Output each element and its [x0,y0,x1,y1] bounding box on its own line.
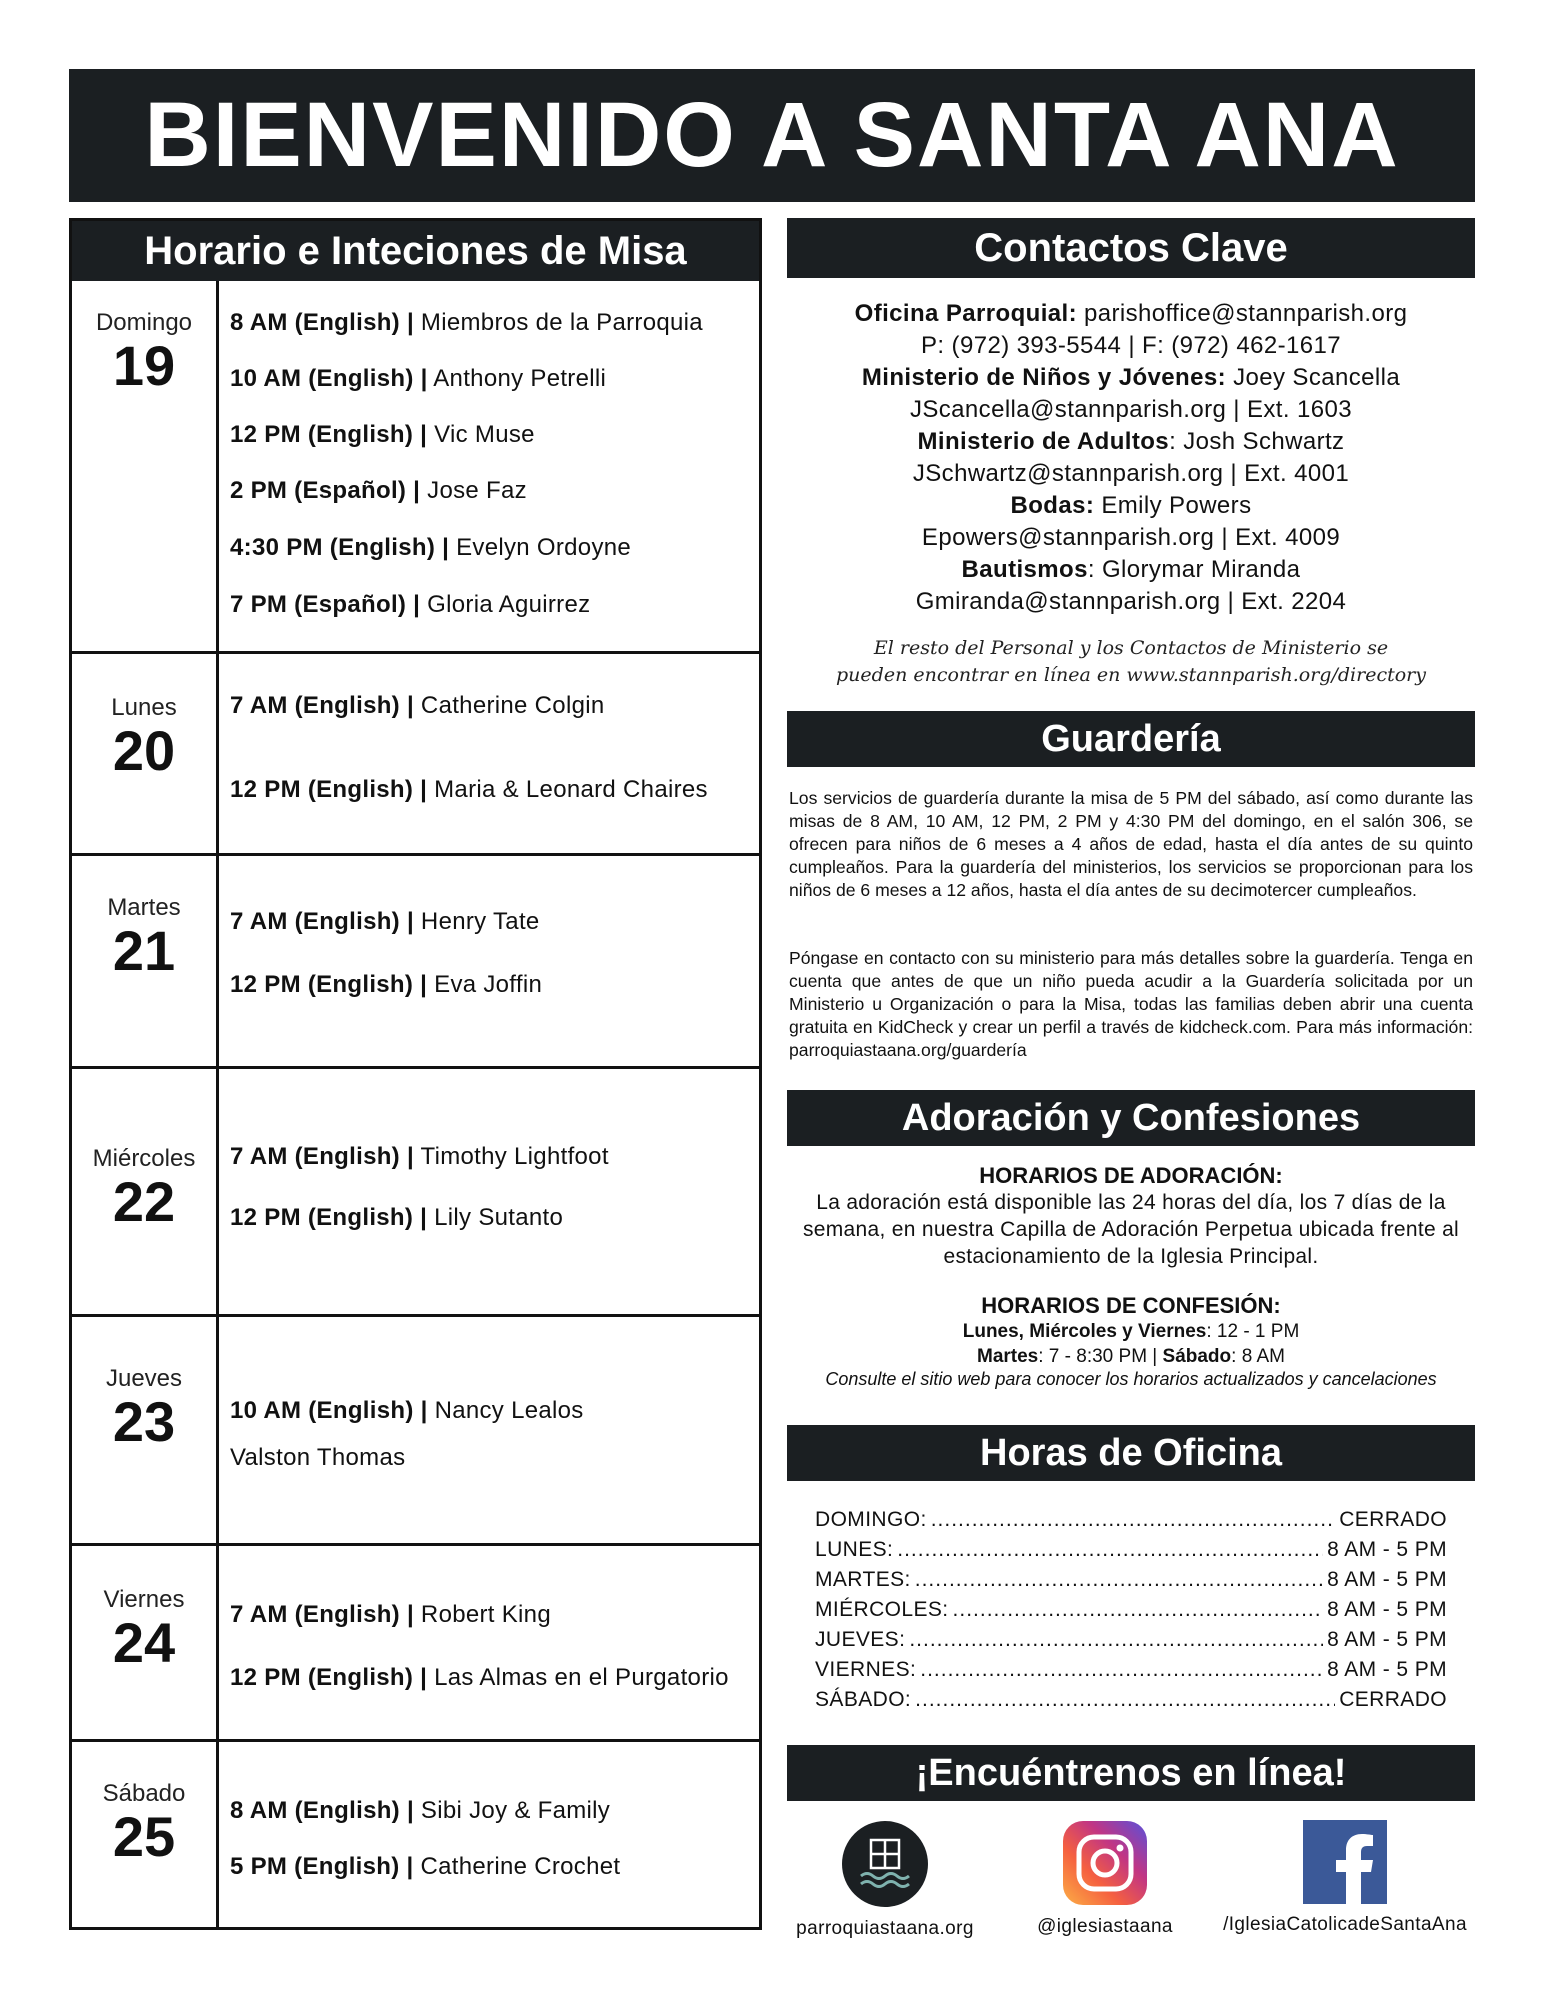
parish-logo-icon [841,1820,929,1908]
mass-time: 8 AM (English) | [230,1797,414,1824]
dot-leader [920,1658,1323,1682]
office-hours-time: CERRADO [1339,1688,1447,1711]
office-hours-time: 8 AM - 5 PM [1327,1568,1447,1591]
mass-schedule [69,218,762,1930]
confession-time-2: : 7 - 8:30 PM | [1038,1346,1163,1367]
website-label: parroquiastaana.org [796,1918,974,1939]
mass-entry [230,421,535,449]
mass-time: 7 AM (English) | [230,1143,414,1170]
mass-intention: Maria & Leonard Chaires [427,776,708,803]
mass-intention: Robert King [413,1601,551,1628]
mass-time: 7 AM (English) | [230,1601,414,1628]
youth-name: Joey Scancella [1226,364,1401,391]
contacts-heading: Contactos Clave [787,218,1475,278]
mass-time: 12 PM (English) | [230,776,428,803]
office-hours-day: SÁBADO: [815,1688,912,1711]
office-hours-time: CERRADO [1339,1508,1447,1531]
mass-time: 10 AM (English) | [230,1397,428,1424]
mass-entry [230,591,590,619]
baptism-email[interactable]: Gmiranda@stannparish.org | Ext. 2204 [915,588,1347,615]
baptism-name: : Glorymar Miranda [1087,556,1301,583]
office-hours-day: JUEVES: [815,1628,906,1651]
youth-email[interactable]: JScancella@stannparish.org | Ext. 1603 [909,396,1353,423]
office-hours-time: 8 AM - 5 PM [1327,1658,1447,1681]
mass-time: 5 PM (English) | [230,1853,414,1880]
nursery-heading: Guardería [787,711,1475,767]
mass-entry [230,1853,620,1881]
dot-leader [931,1508,1335,1532]
day-number: 24 [112,1611,176,1674]
office-hours-day: LUNES: [815,1538,894,1561]
adoration-heading: Adoración y Confesiones [787,1090,1475,1146]
office-hours-day: MARTES: [815,1568,911,1591]
adult-name: : Josh Schwartz [1169,428,1345,455]
youth-label: Ministerio de Niños y Jóvenes: [861,364,1226,391]
dot-leader [909,1628,1323,1652]
office-hours-row [815,1628,1447,1658]
schedule-heading: Horario e Inteciones de Misa [72,221,759,281]
office-email[interactable]: parishoffice@stannparish.org [1076,300,1408,327]
mass-entry [230,971,542,999]
office-hours-day: DOMINGO: [815,1508,927,1531]
office-hours-time: 8 AM - 5 PM [1327,1598,1447,1621]
online-heading: ¡Encuéntrenos en línea! [787,1745,1475,1801]
mass-time: 2 PM (Español) | [230,477,421,504]
adoration-block [787,1163,1475,1270]
mass-time: 7 AM (English) | [230,908,414,935]
mass-time: 10 AM (English) | [230,365,428,392]
facebook-icon [1303,1820,1387,1904]
day-number: 23 [112,1390,176,1453]
instagram-label: @iglesiastaana [1037,1916,1173,1937]
confession-days-1: Lunes, Miércoles y Viernes [962,1321,1207,1342]
adoration-title: HORARIOS DE ADORACIÓN: [979,1163,1283,1188]
mass-intention: Jose Faz [420,477,527,504]
mass-intention: Lily Sutanto [427,1204,564,1231]
office-hours-time: 8 AM - 5 PM [1327,1628,1447,1651]
day-name: Viernes [103,1586,185,1613]
day-name: Jueves [105,1365,183,1392]
day-name: Sábado [102,1780,186,1807]
adoration-text: La adoración está disponible las 24 horas del día, los 7 días de la semana, en nuestra Capilla de Adoración Perpetua ubicada frente al estacionamiento de la Iglesia Principal. [802,1191,1460,1268]
mass-intention: Eva Joffin [427,971,543,998]
dot-leader [915,1568,1323,1592]
mass-intention: Vic Muse [427,421,535,448]
dot-leader [953,1598,1324,1622]
mass-intention: Evelyn Ordoyne [449,534,632,561]
facebook-label: /IglesiaCatolicadeSantaAna [1223,1914,1467,1935]
confession-title: HORARIOS DE CONFESIÓN: [981,1293,1281,1318]
directory-note [787,635,1475,689]
office-hours-row [815,1598,1447,1628]
mass-intention: Catherine Crochet [413,1853,621,1880]
day-name: Martes [107,894,181,921]
nursery-paragraph-1: Los servicios de guardería durante la misa de 5 PM del sábado, así como durante las misas de 8 AM, 10 AM, 12 PM, 2 PM y 4:30 PM del domingo, en el salón 306, se ofrecen para niños de 6 meses a 4 años de edad, hasta el día antes de su quinto cumpleaños. Para la guardería del ministerios, los servicios se proporcionan para los niños de 6 meses a 12 años, hasta el día antes de su decimotercer cumpleaños. [789,788,1473,900]
mass-intention: Las Almas en el Purgatorio [427,1664,729,1691]
office-hours-row [815,1568,1447,1598]
mass-time: 12 PM (English) | [230,421,428,448]
day-name: Lunes [111,694,177,721]
contacts-block [787,298,1475,618]
mass-intention: Timothy Lightfoot [413,1143,609,1170]
mass-entry [230,692,605,720]
day-number: 25 [112,1805,176,1868]
confession-days-2: Martes [977,1346,1039,1367]
office-hours-row [815,1508,1447,1538]
confession-days-3: Sábado [1162,1346,1232,1367]
dot-leader [915,1688,1335,1712]
mass-entry [230,1204,563,1232]
facebook-link[interactable] [1205,1820,1485,1936]
confession-time-1: : 12 - 1 PM [1206,1321,1300,1342]
mass-time: 12 PM (English) | [230,971,428,998]
mass-time: 4:30 PM (English) | [230,534,450,561]
day-row [72,654,759,856]
baptism-label: Bautismos [961,556,1088,583]
mass-entry [230,908,540,936]
mass-entry [230,534,631,562]
mass-entry [230,1143,609,1171]
dot-leader [897,1538,1323,1562]
office-hours-time: 8 AM - 5 PM [1327,1538,1447,1561]
mass-entry [230,309,703,337]
day-name: Miércoles [92,1145,196,1172]
office-hours-list [815,1508,1447,1718]
day-number: 21 [112,919,176,982]
mass-time: 7 AM (English) | [230,692,414,719]
instagram-link[interactable] [1005,1820,1205,1938]
directory-note-line1: El resto del Personal y los Contactos de Ministerio se [873,637,1389,659]
mass-entry [230,1601,551,1629]
nursery-paragraph-2: Póngase en contacto con su ministerio para más detalles sobre la guardería. Tenga en cuenta que antes de que un niño pueda acudir a la Guardería solicitada por un Ministerio u Organización o para la Misa, todas las familias deben abrir una cuenta gratuita en KidCheck y crear un perfil a través de kidcheck.com. Para más información: parroquiastaana.org/guardería [789,948,1473,1060]
instagram-icon [1062,1820,1148,1906]
day-number: 19 [112,334,176,397]
mass-time: 7 PM (Español) | [230,591,421,618]
mass-entry [230,477,527,505]
directory-note-line2: pueden encontrar en línea en www.stannparish.org/directory [836,664,1426,686]
mass-intention: Gloria Aguirrez [420,591,591,618]
office-hours-row [815,1658,1447,1688]
office-label: Oficina Parroquial: [854,300,1077,327]
mass-entry [230,1664,729,1692]
day-number: 20 [112,719,176,782]
day-row [72,1742,759,1927]
office-hours-heading: Horas de Oficina [787,1425,1475,1481]
confession-note: Consulte el sitio web para conocer los horarios actualizados y cancelaciones [825,1369,1437,1389]
weddings-label: Bodas: [1010,492,1095,519]
day-row [72,856,759,1069]
mass-intention: Anthony Petrelli [427,365,607,392]
mass-intention: Catherine Colgin [413,692,605,719]
office-phone: P: (972) 393-5544 | F: (972) 462-1617 [921,332,1341,359]
mass-entry [230,1444,405,1472]
mass-intention: Nancy Lealos [427,1397,584,1424]
adult-email[interactable]: JSchwartz@stannparish.org | Ext. 4001 [912,460,1350,487]
mass-intention: Sibi Joy & Family [413,1797,611,1824]
office-hours-day: VIERNES: [815,1658,917,1681]
confession-time-3: : 8 AM [1231,1346,1285,1367]
adult-label: Ministerio de Adultos [917,428,1170,455]
mass-time: 12 PM (English) | [230,1664,428,1691]
day-row [72,1069,759,1317]
day-row [72,1546,759,1742]
mass-intention: Valston Thomas [230,1444,406,1471]
mass-entry [230,1797,610,1825]
mass-entry [230,365,606,393]
office-hours-day: MIÉRCOLES: [815,1598,949,1621]
office-hours-row [815,1538,1447,1568]
weddings-email[interactable]: Epowers@stannparish.org | Ext. 4009 [921,524,1341,551]
mass-time: 8 AM (English) | [230,309,414,336]
mass-entry [230,776,708,804]
website-link[interactable] [770,1820,1000,1940]
office-hours-row [815,1688,1447,1718]
day-row [72,281,759,654]
confession-block [787,1293,1475,1390]
mass-time: 12 PM (English) | [230,1204,428,1231]
weddings-name: Emily Powers [1094,492,1252,519]
day-row [72,1317,759,1546]
mass-intention: Miembros de la Parroquia [413,309,703,336]
mass-entry [230,1397,584,1425]
mass-intention: Henry Tate [413,908,540,935]
day-name: Domingo [95,309,193,336]
page-title: BIENVENIDO A SANTA ANA [69,69,1475,202]
day-number: 22 [112,1170,176,1233]
